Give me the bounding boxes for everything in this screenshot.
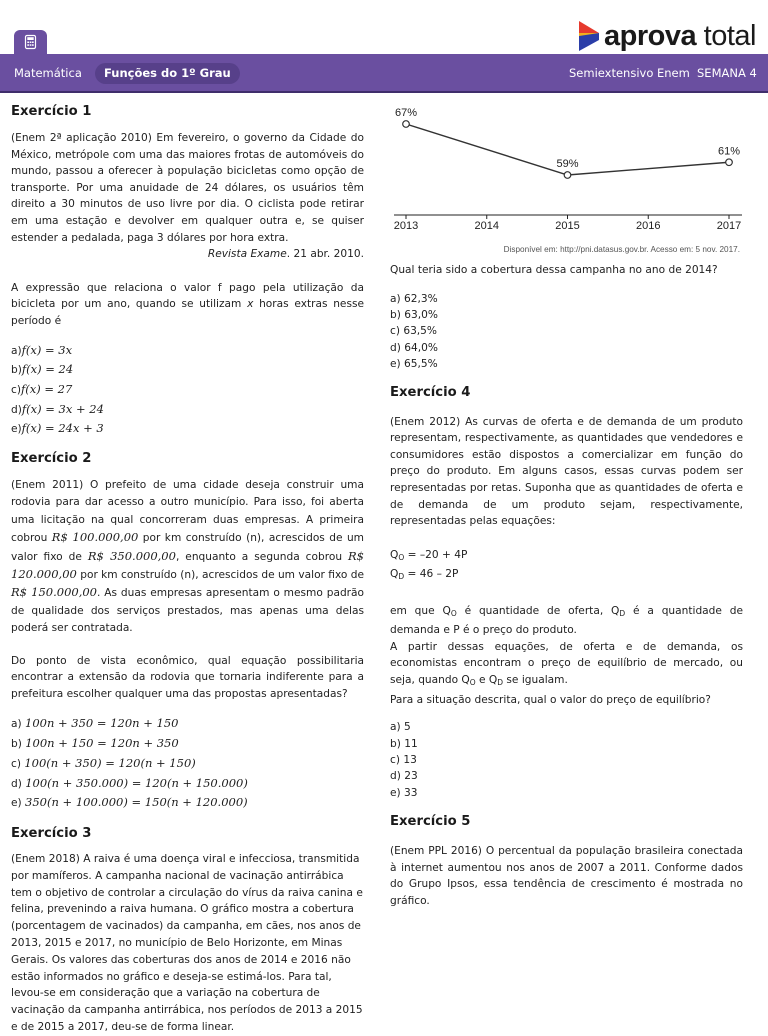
option[interactable]: a) 100n + 350 = 120n + 150 — [11, 716, 179, 731]
nav-subject[interactable]: Matemática — [14, 66, 82, 80]
x-tick-label: 2017 — [716, 220, 742, 232]
option[interactable]: c) 63,5% — [390, 325, 437, 338]
option[interactable]: a)f(x) = 3x — [11, 342, 73, 357]
exercise-3-question: Qual teria sido a cobertura dessa campanha no ano de 2014? — [390, 264, 718, 276]
brand-mark-icon — [578, 20, 600, 52]
exercise-5-statement: (Enem PPL 2016) O percentual da população brasileira conectada à internet aumentou nos anos de 2007 a 2011. Conforme dados do Grupo Ipsos, essa tendência de crescimento é mostrada no gráfico. — [390, 845, 743, 907]
nav-week[interactable]: SEMANA 4 — [697, 66, 757, 80]
exercise-1-source: Revista Exame. 21 abr. 2010. — [207, 248, 364, 261]
exercise-1-question: A expressão que relaciona o valor f pago pela utilização da bicicleta por um ano, quando se utilizam x horas extras nesse período é — [11, 281, 364, 327]
option[interactable]: b) 63,0% — [390, 309, 438, 321]
option[interactable]: b) 11 — [390, 737, 418, 750]
exercise-4-equations — [390, 547, 743, 586]
left-column — [11, 93, 364, 1036]
option[interactable]: d) 100(n + 350.000) = 120(n + 150.000) — [11, 775, 248, 790]
exercise-3-statement: (Enem 2018) A raiva é uma doença viral e infecciosa, transmitida por mamíferos. A campanha nacional de vacinação antirrábica tem o objetivo de controlar a circulação do vírus da raiva canina e felina, prevenindo a raiva humana. O gráfico mostra a cobertura (porcentagem de vacinados) da campanha, em cães, nos anos de 2013, 2015 e 2017, no município de Belo Horizonte, em Minas Gerais. Os valores das coberturas dos anos de 2014 e 2016 não estão informados no gráfico e deseja-se estimá-los. Para tal, levou-se em consideração que a variação na cobertura de vacinação da campanha antirrábica, nos períodos de 2013 a 2015 e de 2015 a 2017, deu-se de forma linear. — [11, 853, 363, 1033]
exercise-4-statement: (Enem 2012) As curvas de oferta e de demanda de um produto representam, respectivamente, as quantidades que vendedores e consumidores estão dispostos a comercializar em função do preço do produto. Em alguns casos, essas curvas podem ser representadas por retas. Suponha que as quantidades de oferta e de demanda de um produto sejam, respectivamente, representadas pelas equações: — [390, 415, 743, 528]
option[interactable]: a) 5 — [390, 721, 411, 734]
right-column — [390, 93, 743, 910]
option[interactable]: b) 100n + 150 = 120n + 350 — [11, 736, 179, 751]
option[interactable]: c) 13 — [390, 753, 417, 766]
chart-source: Disponível em: http://pni.datasus.gov.br. Acesso em: 5 nov. 2017. — [503, 245, 740, 254]
exercise-4-equilibrium: A partir dessas equações, de oferta e de demanda, os economistas encontram o preço de equilíbrio de mercado, ou seja, quando $Q_O$ e $Q_D$ se igualam. — [390, 640, 743, 687]
exercise-4-definitions: em que $Q_O$ é quantidade de oferta, $Q_D$ é a quantidade de demanda e P é o preço do produto. — [390, 604, 743, 637]
calculator-icon — [25, 35, 36, 49]
exercise-1-options — [11, 341, 364, 440]
exercise-4-options — [390, 719, 743, 801]
exercise-2-statement: (Enem 2011) O prefeito de uma cidade deseja construir uma rodovia para dar acesso a outro município. Para isso, foi aberta uma licitação na qual concorreram duas empresas. A primeira cobrou R$ 100.000,00 por km construído (n), acrescidos de um valor fixo de R$ 350.000,00, enquanto a segunda cobrou R$ 120.000,00 por km construído (n), acrescidos de um valor fixo de R$ 150.000,00. As duas empresas apresentam o mesmo padrão de qualidade dos serviços prestados, mas apenas uma delas poderá ser contratada. — [11, 479, 364, 635]
option[interactable]: d)f(x) = 3x + 24 — [11, 401, 104, 416]
option[interactable]: a) 62,3% — [390, 292, 438, 305]
exercise-5-title: Exercício 5 — [390, 814, 471, 830]
supply-equation: $Q_O = -20 + 4P$ — [390, 548, 468, 562]
exercise-4-question: Para a situação descrita, qual o valor do preço de equilíbrio? — [390, 693, 711, 706]
data-label: 67% — [394, 107, 418, 119]
nav-course[interactable]: Semiextensivo Enem — [569, 66, 690, 80]
exercise-2-title: Exercício 2 — [11, 451, 92, 467]
brand-logo[interactable] — [578, 18, 756, 54]
nav-topic-pill[interactable]: Funções do 1º Grau — [95, 63, 240, 84]
option[interactable]: e) 65,5% — [390, 358, 438, 371]
option[interactable]: e) 33 — [390, 786, 418, 799]
calculator-badge — [14, 30, 47, 54]
option[interactable]: d) 23 — [390, 770, 418, 783]
subject-navbar — [0, 54, 768, 93]
option[interactable]: c) 100(n + 350) = 120(n + 150) — [11, 755, 196, 770]
option[interactable]: e) 350(n + 100.000) = 150(n + 120.000) — [11, 795, 248, 810]
data-label: 61% — [717, 145, 741, 158]
exercise-2-options — [11, 714, 364, 813]
exercise-1-title: Exercício 1 — [11, 104, 92, 119]
exercise-3-options — [390, 291, 743, 373]
data-label: 59% — [556, 158, 579, 170]
exercise-3-title: Exercício 3 — [11, 826, 92, 841]
x-tick-label: 2013 — [393, 220, 419, 232]
option[interactable]: c)f(x) = 27 — [11, 381, 73, 396]
exercise-4-title: Exercício 4 — [390, 384, 471, 400]
top-header — [0, 0, 768, 54]
exercise-2-question: Do ponto de vista econômico, qual equação possibilitaria encontrar a extensão da rodovia que tornaria indiferente para a prefeitura escolher qualquer uma das propostas apresentadas? — [11, 654, 364, 700]
option[interactable]: e)f(x) = 24x + 3 — [11, 421, 104, 436]
option[interactable]: d) 64,0% — [390, 341, 438, 354]
x-tick-label: 2015 — [555, 220, 580, 232]
demand-equation: $Q_D = 46 - 2P$ — [390, 568, 459, 582]
x-tick-label: 2014 — [474, 220, 499, 232]
exercise-1-statement: (Enem 2ª aplicação 2010) Em fevereiro, o governo da Cidade do México, metrópole com uma das maiores frotas de automóveis do mundo, passou a oferecer à população bicicletas como opção de transporte. Por uma anuidade de 24 dólares, os usuários têm direito a 30 minutos de uso livre por dia. O ciclista pode retirar em uma estação e devolver em qualquer outra e, se quiser estender a pedalada, paga 3 dólares por hora extra. — [11, 132, 364, 244]
brand-name: aprova total — [604, 19, 756, 52]
x-tick-label: 2016 — [636, 220, 661, 232]
option[interactable]: b)f(x) = 24 — [11, 362, 74, 377]
